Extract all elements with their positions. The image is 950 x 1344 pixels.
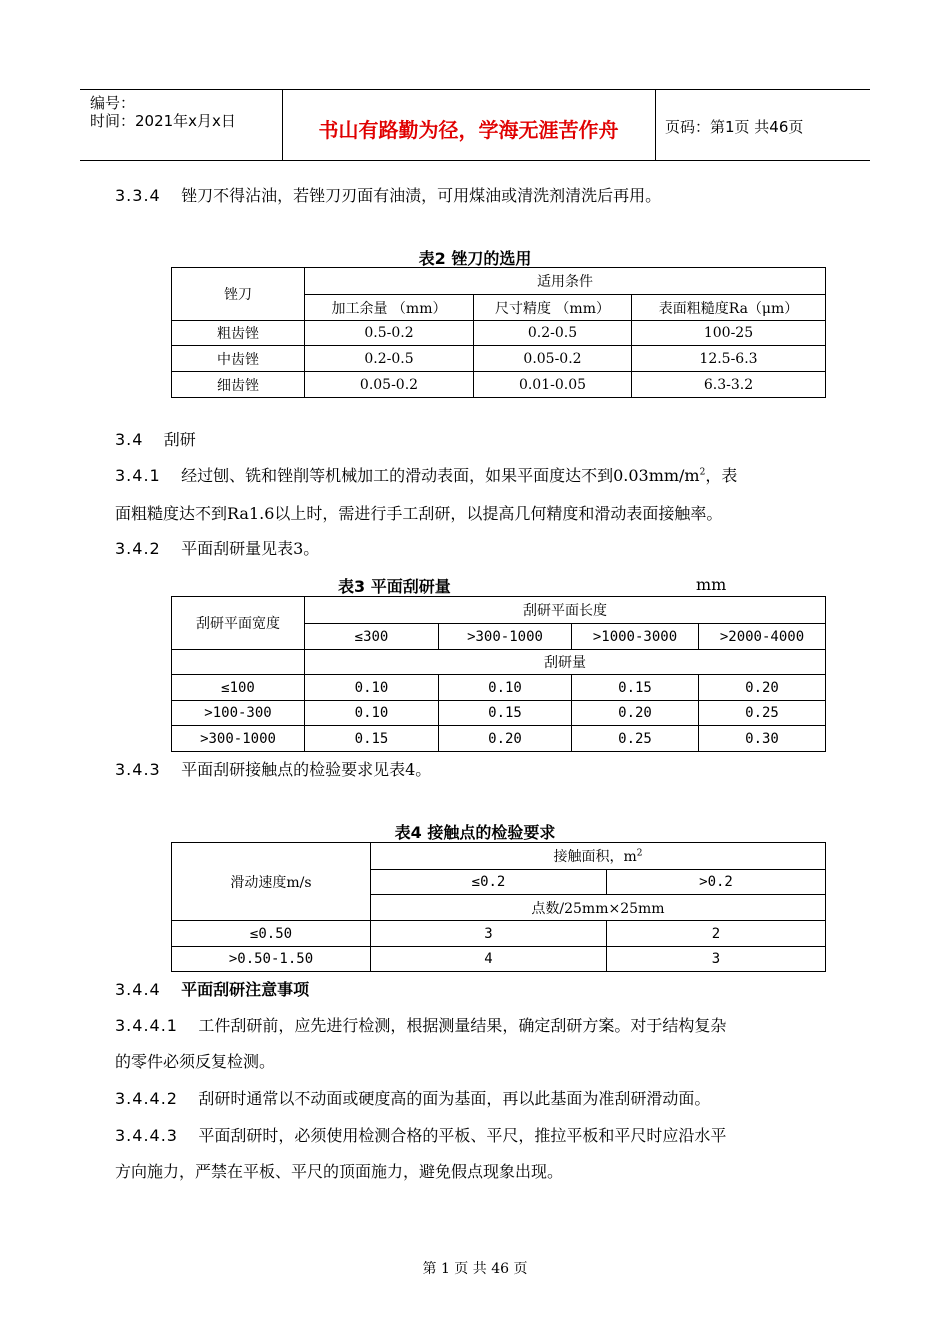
table2-cell: 细齿锉: [172, 372, 305, 398]
doc-number-label: 编号：: [90, 94, 136, 112]
table2-header: 表面粗糙度Ra（μm）: [632, 295, 826, 321]
table2-cell: 中齿锉: [172, 346, 305, 372]
paragraph-text: 平面刮研时，必须使用检测合格的平板、平尺，推拉平板和平尺时应沿水平: [198, 1126, 727, 1145]
table2: [171, 267, 826, 398]
table3-cell: >300-1000: [172, 726, 305, 752]
table2-col0-header: 锉刀: [172, 268, 305, 321]
table2-caption: 表2 锉刀的选用: [418, 249, 532, 268]
table3-cell: 0.10: [305, 701, 439, 726]
page-header: [80, 89, 870, 161]
table2-cell: 0.2-0.5: [305, 346, 474, 372]
table3-cell: 0.20: [439, 726, 572, 752]
paragraph-text: 工件刮研前，应先进行检测，根据测量结果，确定刮研方案。对于结构复杂: [198, 1016, 727, 1035]
paragraph-3-4-4-3: [115, 1126, 845, 1146]
table4: [171, 842, 826, 972]
table2-cell: 12.5-6.3: [632, 346, 826, 372]
table2-cell: 100-25: [632, 321, 826, 346]
paragraph-3-4-4-2: [115, 1089, 845, 1109]
table3-cell: 0.20: [572, 701, 699, 726]
table2-header: 加工余量 （mm）: [305, 295, 474, 321]
paragraph-3-4-4-3-line2: 方向施力，严禁在平板、平尺的顶面施力，避免假点现象出现。: [115, 1162, 564, 1181]
table3-header: >300-1000: [439, 624, 572, 650]
table4-subgroup-header: 点数/25mm×25mm: [371, 895, 826, 921]
paragraph-3-4-1: [115, 466, 845, 486]
paragraph-3-4-4-1-line2: 的零件必须反复检测。: [115, 1052, 276, 1071]
table3-cell: 0.30: [699, 726, 826, 752]
paragraph-text: 锉刀不得沾油，若锉刀刃面有油渍，可用煤油或清洗剂清洗后再用。: [181, 186, 662, 205]
table4-header: >0.2: [607, 870, 826, 895]
table4-cell: 3: [607, 947, 826, 972]
section-number: 3.4.2: [115, 539, 161, 558]
table4-cell: 2: [607, 921, 826, 947]
paragraph-3-4-4-1: [115, 1016, 845, 1036]
table2-cell: 0.5-0.2: [305, 321, 474, 346]
table4-group-header: [371, 843, 826, 870]
paragraph-text: 刮研时通常以不动面或硬度高的面为基面，再以此基面为准刮研滑动面。: [198, 1089, 711, 1108]
section-title: 刮研: [163, 430, 196, 449]
table4-header: ≤0.2: [371, 870, 607, 895]
table4-cell: ≤0.50: [172, 921, 371, 947]
table3-cell: 0.15: [439, 701, 572, 726]
table3-cell: ≤100: [172, 675, 305, 701]
paragraph-text: ，表: [705, 466, 738, 485]
table3-col0-header: 刮研平面宽度: [172, 597, 305, 650]
section-3-4: [115, 430, 845, 450]
table4-cell: 3: [371, 921, 607, 947]
section-number: 3.3.4: [115, 186, 161, 205]
header-page-info: 页码：第1页 共46页: [665, 118, 804, 136]
table4-col0-header: 滑动速度m/s: [172, 843, 371, 921]
table3-caption: 表3 平面刮研量: [338, 577, 451, 596]
paragraph-3-4-3: [115, 760, 845, 780]
section-number: 3.4.1: [115, 466, 161, 485]
table3-header: ≤300: [305, 624, 439, 650]
table4-caption: 表4 接触点的检验要求: [394, 823, 556, 842]
section-title: 平面刮研注意事项: [181, 980, 310, 999]
page-footer: 第 1 页 共 46 页: [422, 1261, 528, 1277]
table3-cell: 0.25: [699, 701, 826, 726]
table3-cell: >100-300: [172, 701, 305, 726]
table2-cell: 0.01-0.05: [474, 372, 632, 398]
table2-cell: 0.2-0.5: [474, 321, 632, 346]
section-number: 3.4.4.3: [115, 1126, 178, 1145]
table3-cell: 0.25: [572, 726, 699, 752]
table3-col0-blank: [172, 650, 305, 675]
section-3-4-4: [115, 980, 845, 1000]
table3-cell: 0.20: [699, 675, 826, 701]
table3-unit: mm: [696, 575, 727, 594]
table3-header: >1000-3000: [572, 624, 699, 650]
section-number: 3.4.4: [115, 980, 161, 999]
doc-time-label: 时间：2021年x月x日: [90, 112, 236, 130]
section-number: 3.4.4.1: [115, 1016, 178, 1035]
table3-cell: 0.15: [305, 726, 439, 752]
header-motto: 书山有路勤为径，学海无涯苦作舟: [318, 118, 619, 142]
table3-cell: 0.10: [305, 675, 439, 701]
table2-group-header: 适用条件: [305, 268, 826, 295]
table4-cell: 4: [371, 947, 607, 972]
section-number: 3.4.3: [115, 760, 161, 779]
paragraph-text: 经过刨、铣和锉削等机械加工的滑动表面，如果平面度达不到0.03mm/m: [181, 466, 700, 485]
table3-group-header: 刮研平面长度: [305, 597, 826, 624]
table3-subgroup-header: 刮研量: [305, 650, 826, 675]
table4-group-label: 接触面积，m: [553, 849, 637, 865]
superscript: 2: [636, 848, 643, 859]
section-number: 3.4: [115, 430, 144, 449]
table3: [171, 596, 826, 752]
paragraph-text: 平面刮研接触点的检验要求见表4。: [181, 760, 432, 779]
table4-cell: >0.50-1.50: [172, 947, 371, 972]
table3-cell: 0.15: [572, 675, 699, 701]
table2-header: 尺寸精度 （mm）: [474, 295, 632, 321]
paragraph-3-4-1-line2: 面粗糙度达不到Ra1.6以上时，需进行手工刮研，以提高几何精度和滑动表面接触率。: [115, 504, 723, 523]
header-divider: [655, 90, 656, 160]
table2-cell: 粗齿锉: [172, 321, 305, 346]
section-number: 3.4.4.2: [115, 1089, 178, 1108]
table2-cell: 0.05-0.2: [305, 372, 474, 398]
superscript: 2: [699, 467, 706, 478]
paragraph-3-3-4: [115, 186, 845, 206]
table3-cell: 0.10: [439, 675, 572, 701]
table2-cell: 6.3-3.2: [632, 372, 826, 398]
paragraph-text: 平面刮研量见表3。: [181, 539, 320, 558]
table3-header: >2000-4000: [699, 624, 826, 650]
table2-cell: 0.05-0.2: [474, 346, 632, 372]
paragraph-3-4-2: [115, 539, 845, 559]
